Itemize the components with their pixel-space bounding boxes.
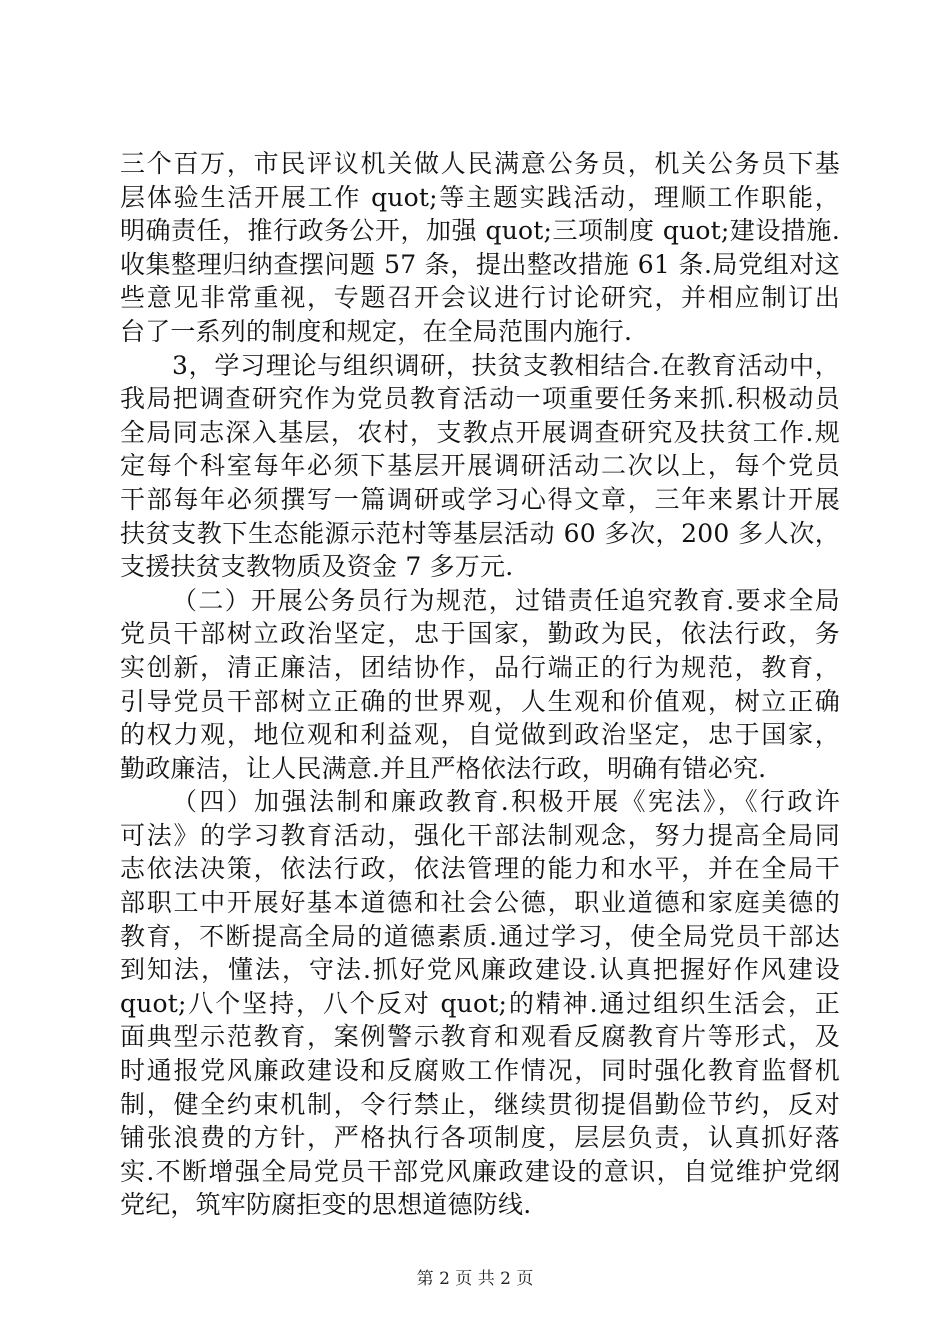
text-line: 制，健全约束机制，令行禁止，继续贯彻提倡勤俭节约，反对 bbox=[120, 1089, 840, 1119]
document-body bbox=[120, 147, 840, 1222]
text-line: 实创新，清正廉洁，团结协作，品行端正的行为规范，教育， bbox=[120, 652, 840, 682]
text-line: 面典型示范教育，案例警示教育和观看反腐教育片等形式，及 bbox=[120, 1022, 840, 1052]
text-line: 我局把调查研究作为党员教育活动一项重要任务来抓.积极动员 bbox=[120, 384, 840, 414]
text-line: 实.不断增强全局党员干部党风廉政建设的意识，自觉维护党纲 bbox=[120, 1156, 840, 1186]
text-line: 扶贫支教下生态能源示范村等基层活动 60 多次，200 多人次， bbox=[120, 518, 840, 548]
text-line: （二）开展公务员行为规范，过错责任追究教育.要求全局 bbox=[172, 585, 840, 615]
text-line: 支援扶贫支教物质及资金 7 多万元. bbox=[120, 552, 514, 582]
text-line: quot;八个坚持，八个反对 quot;的精神.通过组织生活会，正 bbox=[120, 988, 840, 1018]
text-line: 引导党员干部树立正确的世界观，人生观和价值观，树立正确 bbox=[120, 686, 840, 716]
text-line: 三个百万，市民评议机关做人民满意公务员，机关公务员下基 bbox=[120, 149, 840, 178]
text-line: 铺张浪费的方针，严格执行各项制度，层层负责，认真抓好落 bbox=[120, 1123, 840, 1153]
text-line: 些意见非常重视，专题召开会议进行讨论研究，并相应制订出 bbox=[120, 283, 840, 313]
text-line: 时通报党风廉政建设和反腐败工作情况，同时强化教育监督机 bbox=[120, 1056, 840, 1086]
text-line: 教育，不断提高全局的道德素质.通过学习，使全局党员干部达 bbox=[120, 921, 840, 951]
text-line: 党纪，筑牢防腐拒变的思想道德防线. bbox=[120, 1190, 532, 1220]
text-line: 定每个科室每年必须下基层开展调研活动二次以上，每个党员 bbox=[120, 451, 840, 481]
text-line: 全局同志深入基层，农村，支教点开展调查研究及扶贫工作.规 bbox=[120, 417, 840, 447]
text-line: 党员干部树立政治坚定，忠于国家，勤政为民，依法行政，务 bbox=[120, 619, 840, 649]
text-line: 到知法，懂法，守法.抓好党风廉政建设.认真把握好作风建设 bbox=[120, 955, 840, 985]
text-line: 3，学习理论与组织调研，扶贫支教相结合.在教育活动中， bbox=[172, 350, 840, 380]
text-line: 明确责任，推行政务公开，加强 quot;三项制度 quot;建设措施. bbox=[120, 216, 840, 246]
text-line: 干部每年必须撰写一篇调研或学习心得文章，三年来累计开展 bbox=[120, 484, 840, 514]
text-line: 志依法决策，依法行政，依法管理的能力和水平，并在全局干 bbox=[120, 854, 840, 884]
text-line: （四）加强法制和廉政教育.积极开展《宪法》，《行政许 bbox=[172, 787, 840, 817]
text-line: 台了一系列的制度和规定，在全局范围内施行. bbox=[120, 316, 633, 346]
text-line: 层体验生活开展工作 quot;等主题实践活动，理顺工作职能， bbox=[120, 182, 840, 212]
text-line: 收集整理归纳查摆问题 57 条，提出整改措施 61 条.局党组对这 bbox=[120, 249, 840, 279]
text-line: 勤政廉洁，让人民满意.并且严格依法行政，明确有错必究. bbox=[120, 753, 767, 783]
text-line: 部职工中开展好基本道德和社会公德，职业道德和家庭美德的 bbox=[120, 888, 840, 918]
text-line: 的权力观，地位观和利益观，自觉做到政治坚定，忠于国家， bbox=[120, 720, 840, 750]
page-footer: 第 2 页 共 2 页 bbox=[416, 1269, 534, 1289]
text-line: 可法》的学习教育活动，强化干部法制观念，努力提高全局同 bbox=[120, 820, 840, 850]
